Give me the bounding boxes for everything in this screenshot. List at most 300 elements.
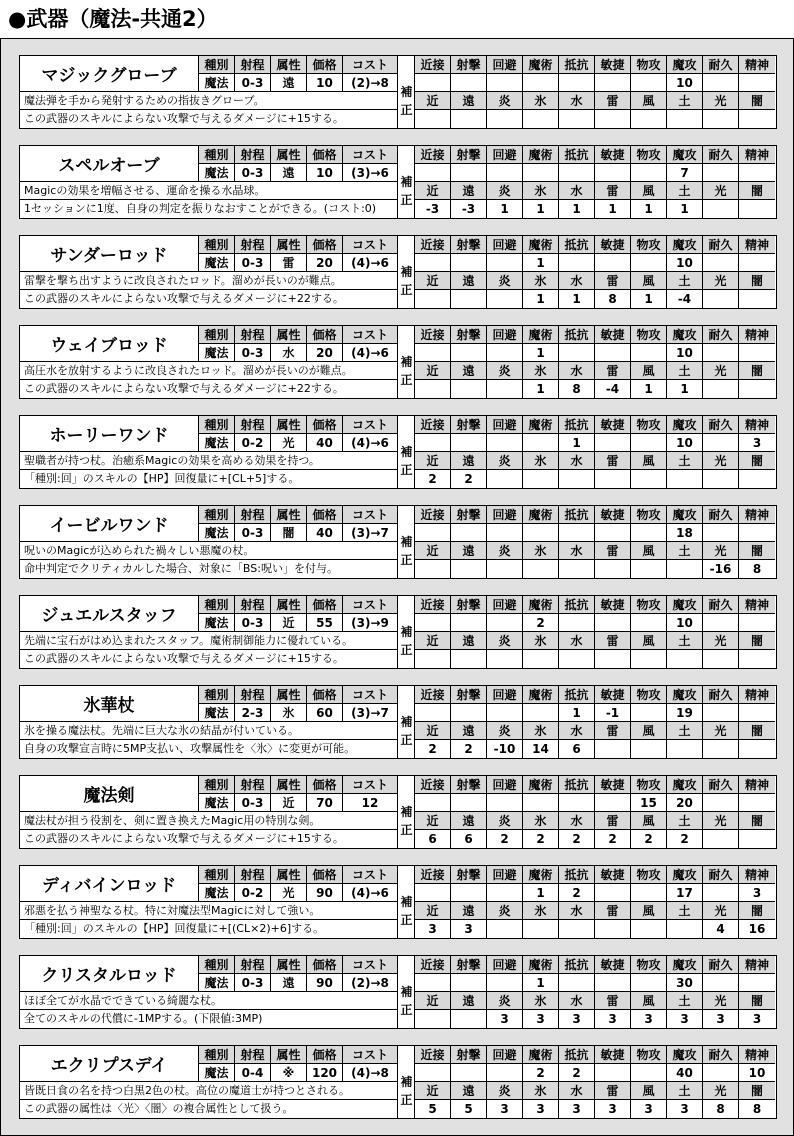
weapon-name: ジュエルスタッフ [20,596,199,632]
element-value: -4 [667,290,703,308]
element-header: 氷 [523,452,559,470]
stat-value: 0-3 [235,74,271,92]
weapon-card [19,415,777,489]
element-value [451,650,487,668]
bonus-header: 近接 [415,956,451,974]
weapon-stats-table [199,56,397,92]
bonus-value [595,884,631,902]
element-value: 14 [523,740,559,758]
element-header: 炎 [487,812,523,830]
stat-header: 属性 [271,1046,307,1064]
correction-label-top: 補 [400,445,413,459]
bonus-value: 2 [523,614,559,632]
element-header: 雷 [595,812,631,830]
correction-label-bottom: 正 [400,643,413,657]
element-header: 雷 [595,542,631,560]
stat-header: 価格 [307,596,343,614]
stat-header: コスト [343,686,397,704]
weapon-card [19,505,777,579]
bonus-value: 3 [739,884,775,902]
element-value [667,650,703,668]
element-value: -16 [703,560,739,578]
element-header: 炎 [487,632,523,650]
element-header: 近 [415,632,451,650]
element-value: 8 [595,290,631,308]
bonus-value [451,704,487,722]
bonus-header: 回避 [487,596,523,614]
bonus-header: 精神 [739,596,775,614]
element-header: 闇 [739,542,775,560]
element-header: 炎 [487,362,523,380]
element-header: 光 [703,632,739,650]
weapon-stats-table [199,866,397,902]
stat-header: 種別 [199,596,235,614]
element-header: 近 [415,1082,451,1100]
element-header: 土 [667,992,703,1010]
element-header: 氷 [523,362,559,380]
bonus-value [703,344,739,362]
weapon-name: マジックグローブ [20,56,199,92]
bonus-value [595,164,631,182]
bonus-header: 射撃 [451,686,487,704]
bonus-header: 抵抗 [559,56,595,74]
bonus-header: 物攻 [631,506,667,524]
bonus-header: 回避 [487,956,523,974]
stat-value: ※ [271,1064,307,1082]
element-value [739,470,775,488]
stat-value: 0-3 [235,794,271,812]
stat-header: コスト [343,236,397,254]
stat-value: 水 [271,344,307,362]
bonus-header: 射撃 [451,1046,487,1064]
bonus-header: 魔攻 [667,236,703,254]
bonus-value [415,1064,451,1082]
weapon-name: 魔法剣 [20,776,199,812]
stat-value: 20 [307,344,343,362]
stat-value: 遠 [271,74,307,92]
element-header: 風 [631,92,667,110]
bonus-header: 耐久 [703,596,739,614]
bonus-header: 近接 [415,56,451,74]
element-header: 氷 [523,92,559,110]
bonus-header: 精神 [739,776,775,794]
bonus-grid [415,506,775,578]
weapon-card [19,1045,777,1119]
element-header: 水 [559,362,595,380]
stat-value: (3)→6 [351,166,389,180]
stat-header: 価格 [307,56,343,74]
bonus-value [415,254,451,272]
stat-header: 射程 [235,956,271,974]
element-header: 近 [415,272,451,290]
weapon-description: 聖職者が持つ杖。治癒系Magicの効果を高める効果を持つ。 [20,452,397,470]
stat-value: 遠 [271,974,307,992]
element-header: 水 [559,452,595,470]
bonus-value [487,614,523,632]
weapon-description: 魔法弾を手から発射するための指抜きグローブ。 [20,92,397,110]
bonus-header: 敏捷 [595,506,631,524]
bonus-value [415,794,451,812]
bonus-header: 近接 [415,686,451,704]
stat-value: 20 [307,254,343,272]
element-header: 水 [559,992,595,1010]
weapon-card [19,685,777,759]
bonus-header: 魔攻 [667,56,703,74]
weapon-card [19,145,777,219]
element-value: 1 [523,380,559,398]
bonus-header: 精神 [739,956,775,974]
bonus-value [595,434,631,452]
stat-header: 射程 [235,776,271,794]
bonus-header: 耐久 [703,326,739,344]
element-header: 雷 [595,182,631,200]
bonus-value [523,524,559,542]
element-header: 炎 [487,92,523,110]
element-header: 炎 [487,902,523,920]
element-header: 近 [415,362,451,380]
bonus-header: 射撃 [451,776,487,794]
bonus-value [451,524,487,542]
bonus-header: 精神 [739,506,775,524]
stat-header: 価格 [307,686,343,704]
weapon-effect: この武器のスキルによらない攻撃で与えるダメージに+15する。 [24,652,344,665]
bonus-value: 10 [739,1064,775,1082]
element-header: 近 [415,722,451,740]
bonus-value [703,1064,739,1082]
element-value [667,110,703,128]
bonus-value [631,74,667,92]
bonus-value [415,164,451,182]
bonus-header: 精神 [739,686,775,704]
bonus-grid [415,56,775,128]
element-value: 16 [748,922,766,936]
element-value: -4 [595,380,631,398]
element-header: 雷 [595,902,631,920]
element-value: 2 [667,830,703,848]
correction-label-bottom: 正 [400,733,413,747]
element-value [487,470,523,488]
element-value [523,650,559,668]
element-value: -10 [487,740,523,758]
weapon-stats-table [199,1046,397,1082]
element-value: 2 [487,830,523,848]
bonus-value: 10 [667,434,703,452]
bonus-header: 物攻 [631,56,667,74]
element-header: 雷 [595,362,631,380]
element-header: 土 [667,812,703,830]
bonus-value [487,704,523,722]
stat-value: (4)→6 [351,256,389,270]
bonus-value [703,884,739,902]
element-value [523,560,559,578]
element-value [595,560,631,578]
bonus-value: 1 [523,974,559,992]
bonus-value [739,704,775,722]
stat-header: 射程 [235,56,271,74]
bonus-header: 魔攻 [667,956,703,974]
element-value: 2 [415,470,451,488]
correction-label [397,1046,415,1118]
stat-header: コスト [343,326,397,344]
stat-header: 種別 [199,956,235,974]
stat-value: 0-4 [235,1064,271,1082]
element-value [739,740,775,758]
bonus-value [739,794,775,812]
element-value: 2 [631,830,667,848]
stat-value: 遠 [271,164,307,182]
element-header: 遠 [451,1082,487,1100]
bonus-value [487,164,523,182]
weapon-name: ウェイブロッド [20,326,199,362]
bonus-header: 魔術 [523,686,559,704]
weapon-effect: 命中判定でクリティカルした場合、対象に「BS:呪い」を付与。 [24,562,338,575]
weapon-effect: 「種別:回」のスキルの【HP】回復量に+[CL+5]する。 [24,472,300,485]
bonus-value: 10 [667,74,703,92]
bonus-header: 魔攻 [667,866,703,884]
weapon-description: 氷を操る魔法杖。先端に巨大な氷の結晶が付いている。 [20,722,397,740]
stat-header: 種別 [199,56,235,74]
stat-header: 属性 [271,686,307,704]
element-value: 5 [415,1100,451,1118]
element-value: 3 [631,1100,667,1118]
correction-label-top: 補 [400,895,413,909]
element-header: 遠 [451,92,487,110]
bonus-value [739,524,775,542]
correction-label-top: 補 [400,985,413,999]
bonus-header: 近接 [415,416,451,434]
weapon-card [19,865,777,939]
bonus-value: 3 [739,434,775,452]
element-value: 2 [451,470,487,488]
element-header: 土 [667,632,703,650]
element-header: 光 [703,452,739,470]
bonus-value [559,794,595,812]
bonus-value [595,524,631,542]
stat-header: 射程 [235,686,271,704]
element-header: 風 [631,542,667,560]
bonus-value [451,884,487,902]
weapon-card [19,235,777,309]
bonus-value [487,74,523,92]
bonus-grid [415,146,775,218]
element-value [703,200,739,218]
stat-value: 魔法 [199,74,235,92]
bonus-header: 魔攻 [667,1046,703,1064]
element-value [631,470,667,488]
bonus-value: 1 [523,344,559,362]
element-header: 雷 [595,1082,631,1100]
bonus-value [487,344,523,362]
element-header: 遠 [451,272,487,290]
bonus-header: 精神 [739,416,775,434]
element-value [631,920,667,938]
bonus-value: 10 [667,614,703,632]
bonus-header: 近接 [415,236,451,254]
element-value [595,470,631,488]
bonus-header: 魔攻 [667,416,703,434]
bonus-header: 回避 [487,1046,523,1064]
weapon-description: Magicの効果を増幅させる、運命を操る水晶球。 [20,182,397,200]
element-value [487,650,523,668]
bonus-value: 7 [667,164,703,182]
bonus-header: 物攻 [631,236,667,254]
element-value: 1 [667,380,703,398]
stat-header: 射程 [235,146,271,164]
bonus-value: 2 [523,1064,559,1082]
stat-header: 射程 [235,866,271,884]
bonus-grid [415,416,775,488]
weapon-name: ホーリーワンド [20,416,199,452]
element-header: 風 [631,362,667,380]
stat-header: 属性 [271,776,307,794]
correction-label [397,776,415,848]
stat-header: 属性 [271,236,307,254]
element-header: 光 [703,992,739,1010]
bonus-header: 物攻 [631,686,667,704]
element-header: 土 [667,272,703,290]
stat-header: コスト [343,866,397,884]
element-value [739,110,775,128]
bonus-value [559,974,595,992]
bonus-value [703,524,739,542]
stat-header: 価格 [307,236,343,254]
bonus-value [451,974,487,992]
element-value: 2 [523,830,559,848]
element-header: 氷 [523,182,559,200]
weapon-stats-table [199,236,397,272]
stat-header: 射程 [235,1046,271,1064]
weapon-name: エクリプスデイ [20,1046,199,1082]
element-value [415,380,451,398]
stat-value: 0-3 [235,614,271,632]
stat-value: 魔法 [199,434,235,452]
element-header: 氷 [523,1082,559,1100]
stat-header: コスト [343,416,397,434]
bonus-value [595,344,631,362]
bonus-header: 魔術 [523,776,559,794]
element-header: 炎 [487,272,523,290]
bonus-header: 抵抗 [559,416,595,434]
element-value [595,920,631,938]
stat-header: コスト [343,146,397,164]
element-value: 5 [451,1100,487,1118]
element-value: 3 [631,1010,667,1028]
element-value [667,920,703,938]
bonus-value [631,164,667,182]
bonus-header: 近接 [415,596,451,614]
stat-header: 射程 [235,416,271,434]
weapon-card [19,55,777,129]
bonus-header: 回避 [487,506,523,524]
bonus-value: 1 [523,254,559,272]
bonus-header: 射撃 [451,236,487,254]
element-header: 風 [631,902,667,920]
weapon-description: 魔法杖が担う役割を、剣に置き換えたMagic用の特別な剣。 [20,812,397,830]
element-value [631,650,667,668]
bonus-value [631,614,667,632]
stat-value: 魔法 [199,164,235,182]
bonus-header: 物攻 [631,596,667,614]
element-header: 氷 [523,632,559,650]
stat-header: コスト [343,1046,397,1064]
stat-header: コスト [343,956,397,974]
element-value: 6 [451,830,487,848]
weapon-description: 邪悪を払う神聖なる杖。特に対魔法型Magicに対して強い。 [20,902,397,920]
bonus-value: 19 [667,704,703,722]
element-value: 3 [487,1100,523,1118]
stat-value: 12 [361,796,379,810]
bonus-header: 耐久 [703,146,739,164]
weapon-stats-table [199,326,397,362]
stat-value: 魔法 [199,524,235,542]
correction-label-bottom: 正 [400,283,413,297]
element-value [451,1010,487,1028]
bonus-header: 射撃 [451,56,487,74]
element-header: 雷 [595,632,631,650]
element-value [703,110,739,128]
bonus-header: 敏捷 [595,416,631,434]
bonus-value [559,164,595,182]
weapon-name: スペルオーブ [20,146,199,182]
bonus-grid [415,686,775,758]
bonus-grid [415,326,775,398]
bonus-grid [415,236,775,308]
element-value: 1 [487,200,523,218]
element-header: 闇 [739,632,775,650]
element-header: 風 [631,992,667,1010]
bonus-value [739,164,775,182]
bonus-header: 精神 [739,866,775,884]
bonus-header: 魔術 [523,146,559,164]
bonus-value: 20 [667,794,703,812]
bonus-header: 射撃 [451,326,487,344]
correction-label-top: 補 [400,715,413,729]
stat-value: (2)→8 [351,76,389,90]
bonus-value [595,254,631,272]
element-value: 1 [559,290,595,308]
bonus-value [559,614,595,632]
element-header: 水 [559,542,595,560]
bonus-header: 射撃 [451,506,487,524]
element-header: 土 [667,362,703,380]
element-value [487,110,523,128]
element-value [451,380,487,398]
bonus-header: 魔術 [523,956,559,974]
stat-header: 属性 [271,506,307,524]
bonus-value [739,254,775,272]
weapon-name: イービルワンド [20,506,199,542]
element-header: 風 [631,452,667,470]
bonus-value [487,434,523,452]
bonus-header: 抵抗 [559,1046,595,1064]
element-value [559,110,595,128]
bonus-header: 物攻 [631,776,667,794]
stat-value: 魔法 [199,254,235,272]
element-value: 3 [703,1010,739,1028]
bonus-header: 耐久 [703,776,739,794]
bonus-header: 近接 [415,776,451,794]
stat-value: (4)→6 [351,886,389,900]
weapon-effect: この武器のスキルによらない攻撃で与えるダメージに+22する。 [24,382,344,395]
element-value [739,200,775,218]
bonus-value [523,434,559,452]
bonus-header: 近接 [415,1046,451,1064]
correction-label-top: 補 [400,625,413,639]
element-header: 水 [559,272,595,290]
stat-header: 種別 [199,506,235,524]
stat-value: 光 [271,884,307,902]
correction-label [397,596,415,668]
